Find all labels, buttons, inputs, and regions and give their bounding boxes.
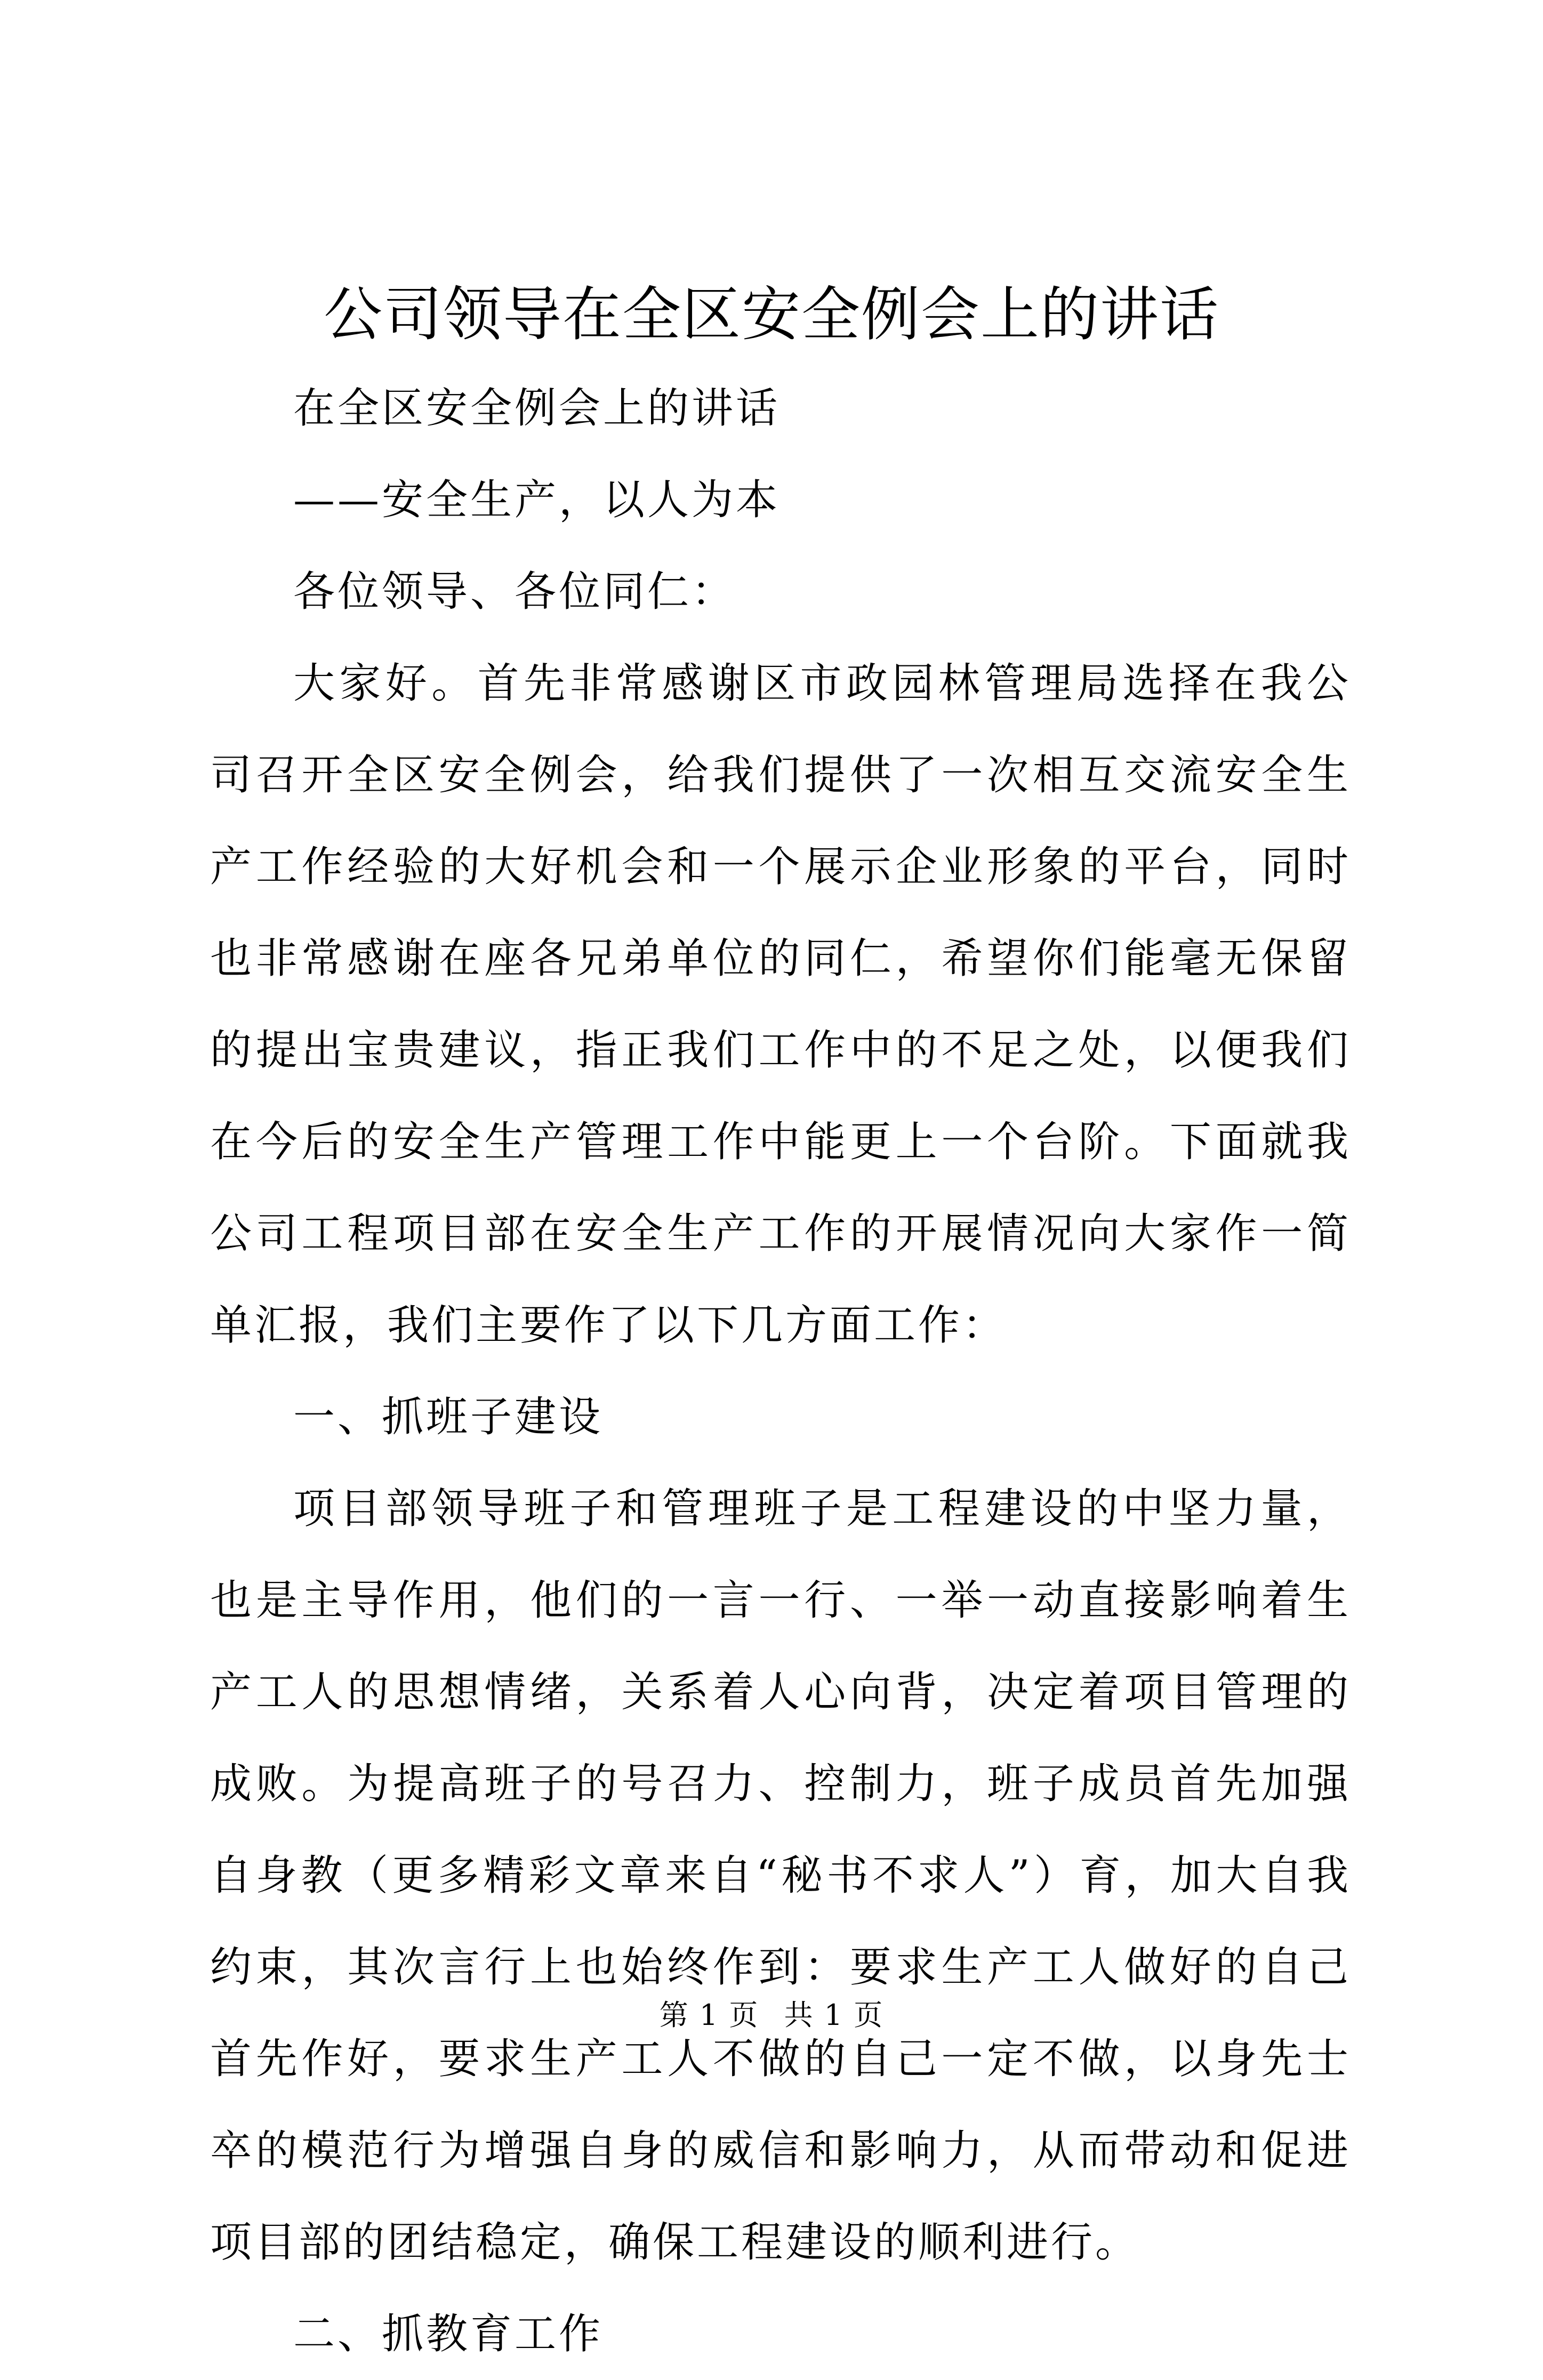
document-body <box>210 363 1351 2380</box>
body-paragraph: 大家好。首先非常感谢区市政园林管理局选择在我公司召开全区安全例会，给我们提供了一次相互交流安全生产工作经验的大好机会和一个展示企业形象的平台，同时也非常感谢在座各兄弟单位的同仁，希望你们能毫无保留的提出宝贵建议，指正我们工作中的不足之处，以便我们在今后的安全生产管理工作中能更上一个台阶。下面就我公司工程项目部在安全生产工作的开展情况向大家作一简单汇报，我们主要作了以下几方面工作： <box>210 660 1351 1349</box>
slogan-paragraph: ——安全生产，以人为本 <box>293 476 781 524</box>
document-title: 公司领导在全区安全例会上的讲话 <box>324 280 1219 349</box>
section-heading: 一、抓班子建设 <box>293 1393 604 1441</box>
page-footer <box>0 1994 1543 2037</box>
section-heading: 二、抓教育工作 <box>293 2310 604 2358</box>
subtitle-paragraph: 在全区安全例会上的讲话 <box>293 384 781 432</box>
page-total: 共 1 页 <box>784 1998 884 2032</box>
salutation-paragraph: 各位领导、各位同仁： <box>293 568 736 616</box>
page-number: 第 1 页 <box>659 1998 759 2032</box>
body-paragraph: 项目部领导班子和管理班子是工程建设的中坚力量，也是主导作用，他们的一言一行、一举一动直接影响着生产工人的思想情绪，关系着人心向背，决定着项目管理的成败。为提高班子的号召力、控制力，班子成员首先加强自身教（更多精彩文章来自“秘书不求人”）育，加大自我约束，其次言行上也始终作到：要求生产工人做好的自己首先作好，要求生产工人不做的自己一定不做，以身先士卒的模范行为增强自身的威信和影响力，从而带动和促进项目部的团结稳定，确保工程建设的顺利进行。 <box>210 1485 1351 2266</box>
